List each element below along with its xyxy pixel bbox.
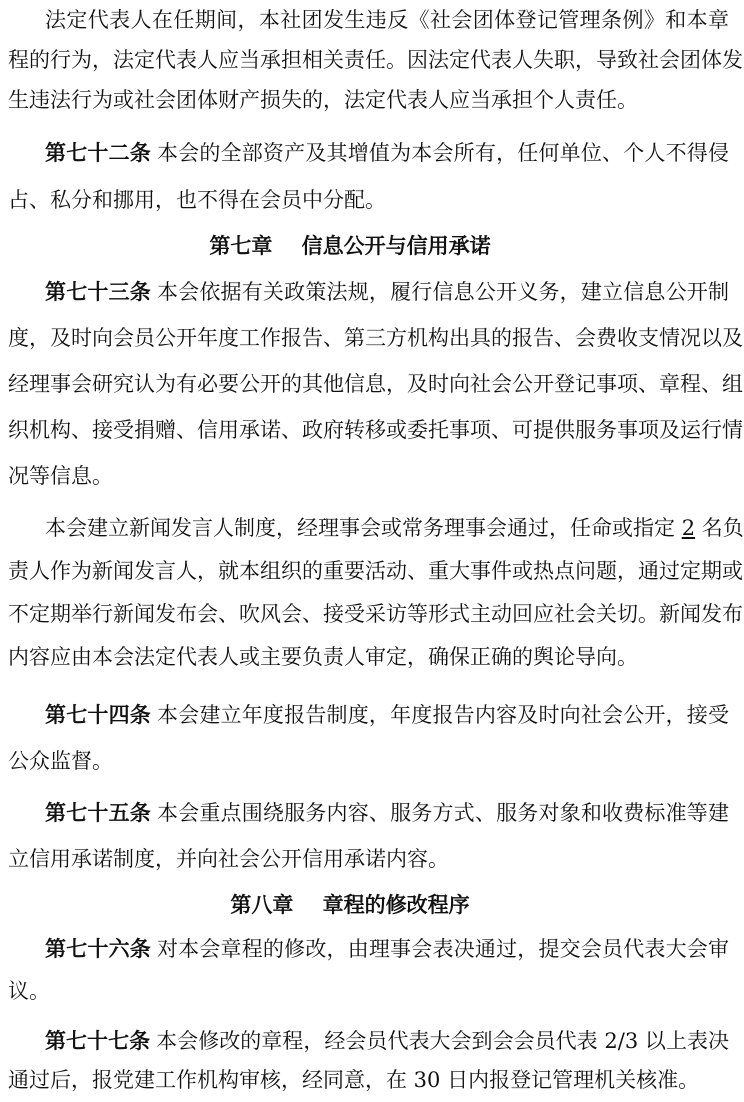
article-76-title: 第七十六条	[45, 937, 151, 961]
article-73-line	[8, 272, 729, 312]
paragraph-line: 公众监督。	[8, 749, 113, 773]
article-76-line	[8, 929, 729, 969]
chapter-7-heading: 第七章 信息公开与信用承诺	[209, 234, 491, 258]
article-72-title: 第七十二条	[45, 141, 151, 165]
paragraph-line: 程的行为，法定代表人应当承担相关责任。因法定代表人失职，导致社会团体发	[8, 48, 743, 72]
paragraph-line: 织机构、接受捐赠、信用承诺、政府转移或委托事项、可提供服务事项及运行情	[8, 418, 743, 442]
paragraph-line: 法定代表人在任期间，本社团发生违反《社会团体登记管理条例》和本章	[45, 8, 729, 32]
paragraph-line: 议。	[8, 979, 50, 1003]
article-72-text: 本会的全部资产及其增值为本会所有，任何单位、个人不得侵	[156, 141, 729, 165]
article-77-title: 第七十七条	[45, 1029, 151, 1053]
article-75-text: 本会重点围绕服务内容、服务方式、服务对象和收费标准等建	[156, 801, 729, 825]
article-74-line	[8, 695, 729, 735]
paragraph-line: 占、私分和挪用，也不得在会员中分配。	[8, 188, 386, 212]
article-74-text: 本会建立年度报告制度，年度报告内容及时向社会公开，接受	[156, 703, 729, 727]
paragraph-line: 度，及时向会员公开年度工作报告、第三方机构出具的报告、会费收支情况以及	[8, 326, 743, 350]
paragraph-line: 经理事会研究认为有必要公开的其他信息，及时向社会公开登记事项、章程、组	[8, 372, 743, 396]
article-76-text: 对本会章程的修改，由理事会表决通过，提交会员代表大会审	[156, 937, 729, 961]
article-75-line	[8, 793, 729, 833]
spokesperson-count: 2	[681, 516, 696, 540]
article-77-text: 本会修改的章程，经会员代表大会到会会员代表 2/3 以上表决	[156, 1029, 729, 1053]
paragraph-line: 通过后，报党建工作机构审核，经同意，在 30 日内报登记管理机关核准。	[8, 1068, 700, 1092]
article-73-title: 第七十三条	[45, 280, 151, 304]
spokesperson-text-end: 名负	[701, 516, 744, 540]
paragraph-line: 内容应由本会法定代表人或主要负责人审定，确保正确的舆论导向。	[8, 645, 638, 669]
paragraph-line: 况等信息。	[8, 464, 113, 488]
article-77-line	[8, 1021, 729, 1061]
paragraph-line: 立信用承诺制度，并向社会公开信用承诺内容。	[8, 847, 449, 871]
article-75-title: 第七十五条	[45, 801, 151, 825]
spokesperson-text: 本会建立新闻发言人制度，经理事会或常务理事会通过，任命或指定	[45, 516, 675, 540]
paragraph-line: 责人作为新闻发言人，就本组织的重要活动、重大事件或热点问题，通过定期或	[8, 559, 743, 583]
article-72-line	[8, 133, 729, 173]
chapter-8-heading: 第八章 章程的修改程序	[230, 893, 470, 917]
paragraph-line: 不定期举行新闻发布会、吹风会、接受采访等形式主动回应社会关切。新闻发布	[8, 602, 743, 626]
article-74-title: 第七十四条	[45, 703, 151, 727]
spokesperson-line	[8, 508, 744, 548]
article-73-text: 本会依据有关政策法规，履行信息公开义务，建立信息公开制	[156, 280, 729, 304]
paragraph-line: 生违法行为或社会团体财产损失的，法定代表人应当承担个人责任。	[8, 88, 638, 112]
